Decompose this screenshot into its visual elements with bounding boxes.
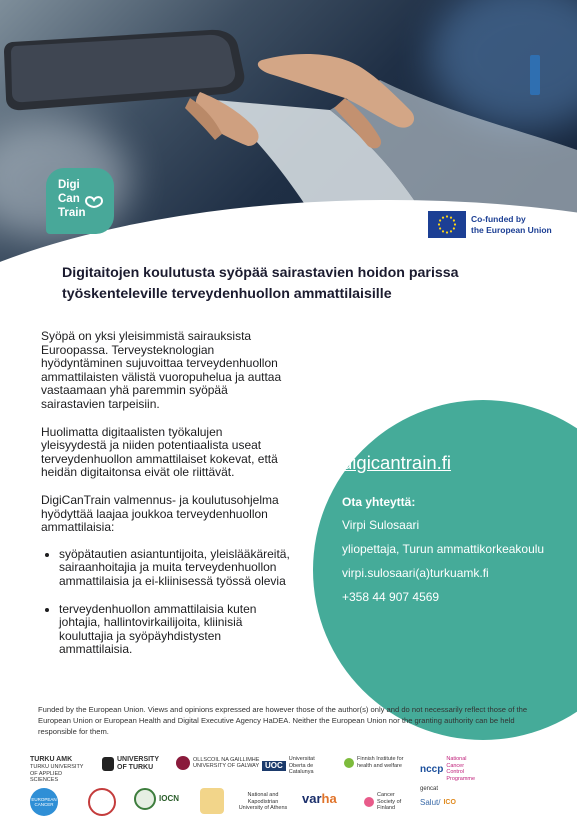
eu-flag-icon xyxy=(428,211,466,238)
heart-mark-icon xyxy=(84,194,104,208)
crest-icon xyxy=(102,757,114,771)
list-item xyxy=(41,603,291,657)
partner-logo-thl xyxy=(344,756,403,769)
title-line: Digitaitojen koulutusta syöpää sairastavien hoidon parissa xyxy=(62,265,459,281)
partner-logo-eurocan xyxy=(30,788,58,816)
partner-name: OF TURKU xyxy=(117,764,154,771)
partner-subname: TURKU UNIVERSITY OF APPLIED SCIENCES xyxy=(30,764,84,783)
partner-name: National and Kapodistrian University of Athens xyxy=(238,792,288,811)
contact-block xyxy=(342,452,577,614)
partner-logo-ekpa xyxy=(200,788,224,814)
partner-name: ICO xyxy=(443,799,456,806)
partner-subname: Universitat Oberta de Catalunya xyxy=(288,756,315,775)
partner-logo-cancer-society xyxy=(364,792,411,812)
partner-name: gencat xyxy=(420,786,439,792)
partner-name: health and welfare xyxy=(357,762,402,769)
bullet-icon xyxy=(45,608,49,612)
body-paragraph: DigiCanTrain valmennus- ja koulutusohjelma hyödyttää laajaa joukkoa terveydenhuollon ammattilaisia: xyxy=(41,492,279,535)
funding-disclaimer: Funded by the European Union. Views and opinions expressed are however those of the author(s) only and do not necessarily reflect those of the European Union or European Health and Digital Executive Agency HaDEA. Neither the European Union nor the granting authority can be held responsible for them. xyxy=(38,705,528,737)
title-line: työskenteleville terveydenhuollon ammattilaisille xyxy=(62,286,392,302)
temple-icon xyxy=(200,788,224,814)
partner-name: IOCN xyxy=(159,793,179,803)
cross-emblem-icon xyxy=(88,788,116,816)
partner-name: UNIVERSITY xyxy=(117,756,160,763)
contact-role: yliopettaja, Turun ammattikorkeakoulu xyxy=(342,542,545,556)
target-groups-list xyxy=(41,548,291,657)
contact-phone[interactable]: +358 44 907 4569 xyxy=(342,590,440,604)
partner-name: Salut/ xyxy=(420,798,441,807)
partner-name: OLLSCOIL NA GAILLIMHE xyxy=(193,756,260,763)
partner-name: UOC xyxy=(262,761,286,772)
partner-name: var xyxy=(302,791,322,806)
partner-logo-salut-ico xyxy=(420,800,456,807)
iocn-emblem-icon xyxy=(134,788,156,810)
flower-icon xyxy=(364,797,374,807)
logo-text-line: Digi xyxy=(58,179,80,191)
bullet-icon xyxy=(45,553,49,557)
partner-logo-cross xyxy=(88,788,116,816)
list-item xyxy=(41,548,291,589)
partner-name: Cancer Society of Finland xyxy=(377,792,402,811)
list-item-text: terveydenhuollon ammattilaisia kuten johtajia, hallintovirkailijoita, kliinisiä kouluttajia ja syöpäyhdistysten ammattilaisia. xyxy=(59,601,257,657)
page-title xyxy=(62,263,532,305)
partner-name: UNIVERSITY OF GALWAY xyxy=(193,763,260,769)
body-paragraph: Syöpä on yksi yleisimmistä sairauksista Euroopassa. Terveysteknologian hyödyntäminen sujuvoittaa terveydenhuollon ammattilaisten välistä vuoropuhelua ja auttaa vastaamaan yhä paremmin syöpää sairastavien tarpeisiin. xyxy=(41,329,282,411)
partner-logo-turku-amk xyxy=(30,756,90,784)
logo-text-line: Train xyxy=(58,207,86,219)
partner-logo-uoc xyxy=(262,756,323,776)
partner-logo-galway xyxy=(176,756,259,770)
partner-logo-varha xyxy=(302,792,337,806)
partner-name: Finnish Institute for xyxy=(357,756,404,762)
contact-name: Virpi Sulosaari xyxy=(342,518,420,532)
partner-subname: National Cancer Control Programme xyxy=(446,756,476,782)
list-item-text: syöpätautien asiantuntijoita, yleislääkäreitä, sairaanhoitajia ja muita terveydenhuollon ammattilaisia ja ei-kliinisessä työssä olevia xyxy=(59,546,290,588)
crest-icon xyxy=(176,756,190,770)
contact-email[interactable]: virpi.sulosaari(a)turkuamk.fi xyxy=(342,566,489,580)
partner-logo-iocn xyxy=(134,788,179,810)
contact-heading: Ota yhteyttä: xyxy=(342,495,416,509)
eu-cofunded-badge xyxy=(428,211,571,238)
partner-name: nccp xyxy=(420,763,444,775)
partner-logo-nccp xyxy=(420,756,480,782)
website-link[interactable]: digicantrain.fi xyxy=(342,452,452,473)
body-paragraph: Huolimatta digitaalisten työkalujen yleisyydestä ja niiden potentiaalista useat terveydenhuollon ammattilaiset kokevat, että heidän digitaitonsa eivät ole riittävät. xyxy=(41,424,278,480)
partner-name: EUROPEAN CANCER xyxy=(30,788,58,816)
partner-logo-athens xyxy=(238,792,288,812)
eu-badge-line: the European Union xyxy=(471,224,552,235)
partner-logo-gencat xyxy=(420,786,438,793)
logo-text-line: Can xyxy=(58,193,80,205)
digicantrain-logo xyxy=(46,168,114,234)
eu-badge-line: Co-funded by xyxy=(471,213,526,224)
partner-logos xyxy=(30,752,480,832)
partner-logo-univ-turku xyxy=(102,756,159,772)
partner-name: ha xyxy=(321,791,337,806)
body-text-column xyxy=(41,330,291,671)
partner-name: TURKU AMK xyxy=(30,756,73,763)
leaf-icon xyxy=(344,758,354,768)
